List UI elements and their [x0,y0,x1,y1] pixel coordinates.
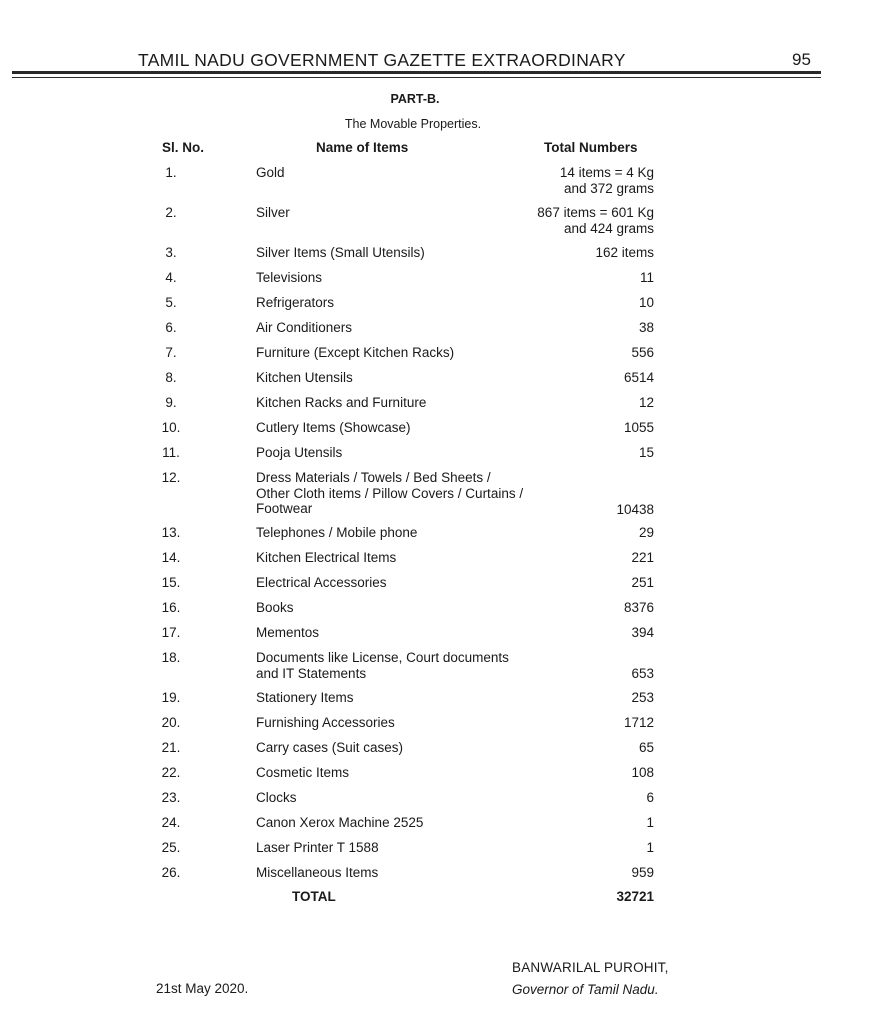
row-sl-no: 12. [161,470,181,485]
row-total-numbers: 10438 [616,501,654,517]
table-row [0,550,875,566]
table-row [0,840,875,856]
table-row [0,790,875,806]
row-total-numbers: 221 [631,550,654,565]
row-sl-no: 22. [161,765,181,780]
row-sl-no: 4. [165,270,177,285]
row-sl-no: 10. [161,420,181,435]
row-item-name: Silver Items (Small Utensils) [256,245,425,260]
row-item-name: Cosmetic Items [256,765,350,780]
row-item-name: Carry cases (Suit cases) [256,740,404,755]
table-row [0,370,875,386]
page-number: 95 [792,50,811,69]
row-sl-no: 7. [165,345,177,360]
table-row [0,320,875,336]
row-total-numbers: 253 [631,690,654,705]
row-total-numbers: 959 [631,865,654,880]
table-row [0,865,875,881]
row-item-name: Laser Printer T 1588 [256,840,379,855]
row-sl-no: 19. [161,690,181,705]
row-item-name: Furniture (Except Kitchen Racks) [256,345,455,360]
part-subheading: The Movable Properties. [344,117,482,131]
row-item-name: Furnishing Accessories [256,715,395,730]
table-row [0,650,875,681]
table-row [0,740,875,756]
row-total-numbers: 8376 [623,600,654,615]
row-sl-no: 14. [161,550,181,565]
row-item-name: Pooja Utensils [256,445,343,460]
table-row [0,815,875,831]
row-total-numbers: 653 [631,665,654,681]
row-total-numbers: 14 items = 4 Kg and 372 grams [559,165,654,196]
row-total-numbers: 1055 [623,420,654,435]
row-sl-no: 3. [165,245,177,260]
row-total-numbers: 29 [638,525,654,540]
document-date: 21st May 2020. [156,981,249,996]
table-row [0,205,875,236]
row-item-name: Cutlery Items (Showcase) [256,420,411,435]
row-sl-no: 21. [161,740,181,755]
table-row [0,420,875,436]
table-row [0,625,875,641]
row-item-name: Air Conditioners [256,320,353,335]
table-row [0,765,875,781]
table-row [0,245,875,261]
row-sl-no: 26. [161,865,181,880]
row-item-name: Dress Materials / Towels / Bed Sheets / Other Cloth items / Pillow Covers / Curtains / Footwear [256,470,524,516]
row-total-numbers: 6 [646,790,654,805]
table-row [0,575,875,591]
row-item-name: Refrigerators [256,295,335,310]
table-row [0,295,875,311]
part-heading: PART-B. [390,92,440,106]
header-rule-thick [12,71,821,74]
table-row [0,715,875,731]
row-sl-no: 2. [165,205,177,220]
row-sl-no: 24. [161,815,181,830]
row-item-name: Gold [256,165,285,180]
row-item-name: Telephones / Mobile phone [256,525,418,540]
header-rule-thin [12,77,821,78]
table-row [0,525,875,541]
row-sl-no: 25. [161,840,181,855]
row-total-numbers: 11 [639,270,654,285]
row-total-numbers: 12 [638,395,654,410]
row-total-numbers: 251 [631,575,654,590]
row-total-numbers: 15 [638,445,654,460]
row-total-numbers: 10 [638,295,654,310]
row-total-numbers: 65 [638,740,654,755]
row-item-name: Books [256,600,294,615]
row-sl-no: 6. [165,320,177,335]
table-row [0,445,875,461]
column-header-total-numbers: Total Numbers [544,140,638,155]
row-item-name: Canon Xerox Machine 2525 [256,815,424,830]
row-item-name: Stationery Items [256,690,354,705]
row-total-numbers: 1 [646,815,654,830]
row-item-name: Documents like License, Court documents and IT Statements [256,650,509,681]
row-total-numbers: 108 [631,765,654,780]
row-item-name: Electrical Accessories [256,575,387,590]
total-label: TOTAL [292,889,336,904]
row-sl-no: 18. [161,650,181,665]
row-total-numbers: 6514 [623,370,654,385]
column-header-item-name: Name of Items [316,140,409,155]
row-total-numbers: 38 [638,320,654,335]
table-row [0,395,875,411]
table-row [0,470,875,517]
row-sl-no: 15. [161,575,181,590]
row-sl-no: 23. [161,790,181,805]
row-item-name: Miscellaneous Items [256,865,379,880]
row-sl-no: 13. [161,525,181,540]
column-header-sl-no: Sl. No. [162,140,205,155]
row-sl-no: 5. [165,295,177,310]
row-total-numbers: 394 [631,625,654,640]
table-row [0,600,875,616]
row-sl-no: 1. [165,165,177,180]
row-item-name: Televisions [256,270,323,285]
row-total-numbers: 1712 [623,715,654,730]
row-item-name: Clocks [256,790,297,805]
row-sl-no: 20. [161,715,181,730]
signatory-name: BANWARILAL PUROHIT, [512,960,669,975]
row-item-name: Silver [256,205,290,220]
row-sl-no: 16. [161,600,181,615]
row-sl-no: 9. [165,395,177,410]
table-row [0,270,875,286]
gazette-title: TAMIL NADU GOVERNMENT GAZETTE EXTRAORDINARY [138,50,626,70]
row-total-numbers: 556 [631,345,654,360]
row-total-numbers: 867 items = 601 Kg and 424 grams [537,205,654,236]
row-sl-no: 8. [165,370,177,385]
row-item-name: Kitchen Racks and Furniture [256,395,427,410]
row-item-name: Kitchen Electrical Items [256,550,397,565]
row-sl-no: 17. [161,625,181,640]
table-row [0,345,875,361]
row-total-numbers: 1 [646,840,654,855]
table-row [0,165,875,196]
row-sl-no: 11. [162,445,180,460]
table-row [0,690,875,706]
row-item-name: Mementos [256,625,320,640]
signatory-title: Governor of Tamil Nadu. [512,982,659,997]
row-item-name: Kitchen Utensils [256,370,353,385]
total-value: 32721 [616,889,654,904]
row-total-numbers: 162 items [595,245,654,260]
